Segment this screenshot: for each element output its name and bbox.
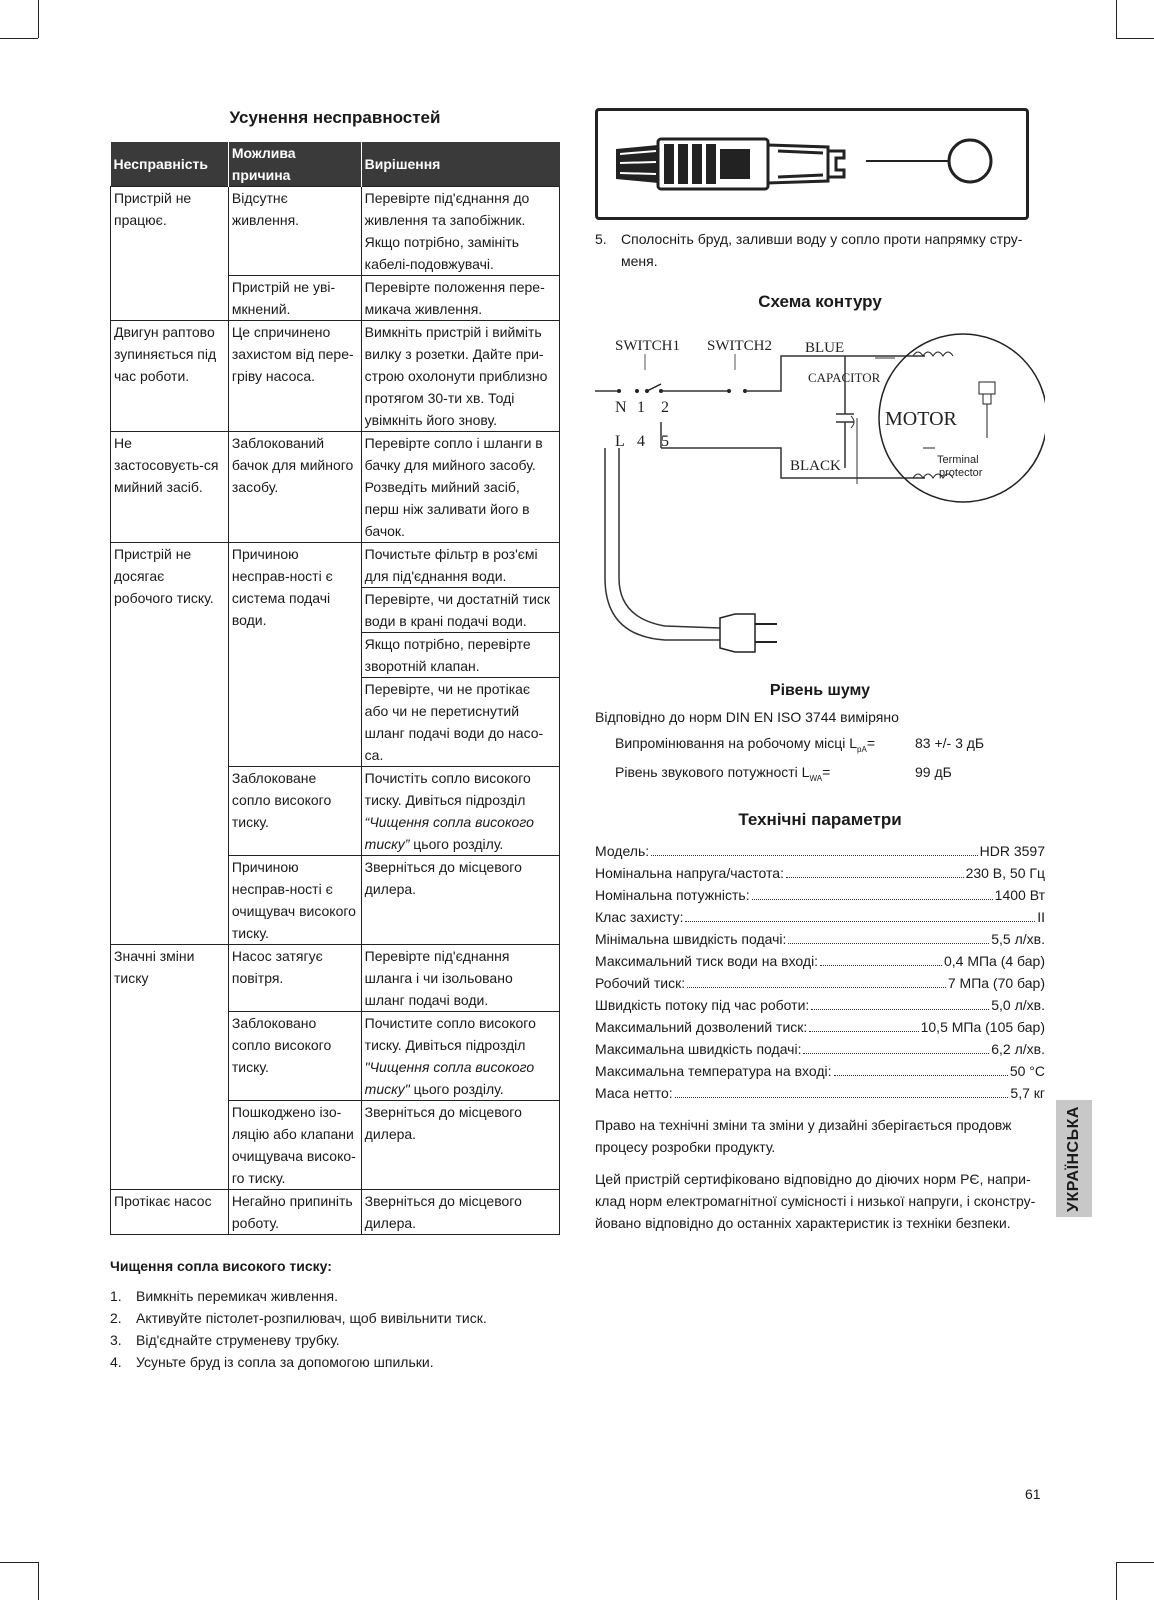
right-column	[595, 108, 1045, 1234]
spec-row: Максимальна температура на вході: 50 °C	[595, 1060, 1045, 1082]
solution-cell	[361, 1012, 559, 1101]
list-item: 4. Усуньте бруд із сопла за допомогою шпильки.	[110, 1354, 434, 1370]
crop-mark	[38, 1562, 39, 1600]
cleaning-steps	[110, 1285, 560, 1373]
spec-row: Максимальний дозволений тиск: 10,5 МПа (105 бар)	[595, 1016, 1045, 1038]
motor-label: MOTOR	[885, 408, 957, 430]
spec-row: Швидкість потоку під час роботи: 5,0 л/хв.	[595, 994, 1045, 1016]
language-label: УКРАЇНСЬКА	[1065, 1105, 1082, 1212]
table-header-row	[111, 142, 560, 187]
fault-cell: Пристрій не працює.	[111, 187, 229, 321]
crop-mark	[0, 38, 38, 39]
solution-text: цього розділу.	[409, 1081, 504, 1097]
cleaning-steps-continued	[595, 228, 1045, 272]
solution-cell: Перевірте, чи достатній тиск води в крані подачі води.	[361, 588, 559, 633]
table-row	[111, 945, 560, 1012]
spec-row: Максимальна швидкість подачі: 6,2 л/хв.	[595, 1038, 1045, 1060]
terminal-label: Terminal	[937, 454, 979, 466]
solution-cell: Перевірте сопло і шланги в бачку для мийного засобу. Розведіть мийний засіб, перш ніж заливати його в бачок.	[361, 432, 559, 543]
column-header: Вирішення	[361, 142, 559, 187]
solution-cell: Якщо потрібно, перевірте зворотній клапан.	[361, 633, 559, 678]
fault-cell: Пристрій не досягає робочого тиску.	[111, 543, 229, 945]
fault-cell: Значні зміни тиску	[111, 945, 229, 1190]
l-label: L	[615, 433, 625, 450]
list-item: 5. Сполосніть бруд, заливши воду у сопло проти напрямку стру-меня.	[595, 231, 1023, 269]
noise-line: Випромінювання на робочому місці $L_{pA}=$ 83 +/- 3 дБ	[615, 732, 1045, 761]
spec-row: Максимальний тиск води на вході: 0,4 МПа (4 бар)	[595, 950, 1045, 972]
solution-cell: Перевірте положення пере-микача живлення.	[361, 276, 559, 321]
solution-cell: Перевірте, чи не протікає або чи не перетиснутий шланг подачі води до насо-са.	[361, 678, 559, 767]
spec-row: Модель: HDR 3597	[595, 840, 1045, 862]
solution-text: Почистіть сопло високого тиску. Дивіться підрозділ	[364, 770, 531, 808]
solution-cell: Зверніться до місцевого дилера.	[361, 1101, 559, 1190]
nozzle-illustration	[595, 108, 1029, 220]
left-column	[110, 108, 560, 1373]
terminal-4-label: 4	[637, 433, 645, 450]
cross-reference: "Чищення сопла високого тиску"	[364, 1059, 535, 1097]
cause-cell: Заблоковано сопло високого тиску.	[228, 1012, 361, 1101]
column-header: Несправність	[111, 142, 229, 187]
cause-cell: Пошкоджено ізо-ляцію або клапани очищувача високо-го тиску.	[228, 1101, 361, 1190]
solution-cell: Вимкніть пристрій і вийміть вилку з розетки. Дайте при-строю охолонути приблизно протягом 30-ти хв. Тоді увімкніть його знову.	[361, 321, 559, 432]
switch2-label: SWITCH2	[707, 338, 772, 354]
cause-cell: Пристрій не уві-мкнений.	[228, 276, 361, 321]
fault-cell: Протікає насос	[111, 1190, 229, 1235]
troubleshooting-title: Усунення несправностей	[229, 108, 441, 127]
spec-row: Мінімальна швидкість подачі: 5,5 л/хв.	[595, 928, 1045, 950]
solution-text: цього розділу.	[409, 836, 504, 852]
column-header: Можлива причина	[228, 142, 361, 187]
language-tab	[1056, 1100, 1092, 1217]
crop-mark	[1116, 1562, 1117, 1600]
n-label: N	[615, 399, 627, 416]
solution-cell: Перевірте під'єднання шланга і чи ізольовано шланг подачі води.	[361, 945, 559, 1012]
solution-cell: Почистьте фільтр в роз'ємі для під'єднання води.	[361, 543, 559, 588]
terminal-1-label: 1	[637, 399, 645, 416]
cause-cell: Насос затягує повітря.	[228, 945, 361, 1012]
crop-mark	[1116, 38, 1154, 39]
circuit-title: Схема контуру	[758, 292, 882, 311]
noise-value: 99 дБ	[915, 763, 952, 780]
solution-cell: Зверніться до місцевого дилера.	[361, 1190, 559, 1235]
capacitor-label: CAPACITOR	[808, 370, 881, 385]
solution-cell: Перевірте під'єднання до живлення та запобіжник. Якщо потрібно, замініть кабелі-подовжувачі.	[361, 187, 559, 276]
cause-cell: Відсутнє живлення.	[228, 187, 361, 276]
crop-mark	[38, 0, 39, 38]
table-row	[111, 543, 560, 588]
spec-row: Клас захисту: II	[595, 906, 1045, 928]
fault-cell: Двигун раптово зупиняється під час роботи.	[111, 321, 229, 432]
noise-value: 83 +/- 3 дБ	[915, 735, 985, 751]
circuit-diagram	[595, 318, 1045, 663]
cause-cell: Це спричинено захистом від пере-гріву насоса.	[228, 321, 361, 432]
protector-label: protector	[939, 467, 983, 479]
cause-cell: Негайно припиніть роботу.	[228, 1190, 361, 1235]
crop-mark	[1116, 1562, 1154, 1563]
table-row	[111, 1190, 560, 1235]
cause-cell: Причиною несправ-ності є очищувач високого тиску.	[228, 856, 361, 945]
solution-text: Почистите сопло високого тиску. Дивіться підрозділ	[364, 1015, 536, 1053]
troubleshooting-table	[110, 142, 560, 1235]
nozzle-pin-drawing	[598, 111, 1026, 217]
spec-row: Робочий тиск: 7 МПа (70 бар)	[595, 972, 1045, 994]
list-item: 3. Від'єднайте струменеву трубку.	[110, 1332, 340, 1348]
cause-cell: Причиною несправ-ності є система подачі води.	[228, 543, 361, 767]
solution-cell	[361, 767, 559, 856]
switch1-label: SWITCH1	[615, 338, 680, 354]
cause-cell: Заблокований бачок для мийного засобу.	[228, 432, 361, 543]
certification-note: Цей пристрій сертифіковано відповідно до діючих норм РЄ, напри-клад норм електромагнітної сумісності і низької напруги, і сконстру-йовано відповідно до останніх характеристик із техніки безпеки.	[595, 1170, 1036, 1231]
spec-row: Номінальна напруга/частота: 230 В, 50 Гц	[595, 862, 1045, 884]
spec-row: Маса нетто: 5,7 кг	[595, 1082, 1045, 1104]
fault-cell: Не застосовуєть-ся мийний засіб.	[111, 432, 229, 543]
page-number: 61	[1025, 1486, 1041, 1502]
cleaning-title: Чищення сопла високого тиску:	[110, 1258, 332, 1274]
noise-values	[615, 732, 1045, 790]
table-row	[111, 432, 560, 543]
specs-list	[595, 840, 1045, 1104]
terminal-5-label: 5	[661, 433, 669, 450]
crop-mark	[0, 1562, 38, 1563]
solution-cell: Зверніться до місцевого дилера.	[361, 856, 559, 945]
blue-label: BLUE	[805, 340, 845, 356]
table-row	[111, 187, 560, 276]
noise-title: Рівень шуму	[769, 682, 871, 699]
table-row	[111, 321, 560, 432]
spec-row: Номінальна потужність: 1400 Вт	[595, 884, 1045, 906]
list-item: 2. Активуйте пістолет-розпилювач, щоб вивільнити тиск.	[110, 1310, 487, 1326]
noise-line: Рівень звукового потужності $L_{WA}=$ 99 дБ	[615, 761, 1045, 790]
cause-cell: Заблоковане сопло високого тиску.	[228, 767, 361, 856]
noise-intro: Відповідно до норм DIN EN ISO 3744 виміряно	[595, 709, 899, 725]
crop-mark	[1116, 0, 1117, 38]
terminal-2-label: 2	[661, 399, 669, 416]
cross-reference: “Чищення сопла високого тиску”	[364, 814, 534, 852]
specs-title: Технічні параметри	[738, 809, 902, 829]
design-change-note: Право на технічні зміни та зміни у дизайні зберігається продовж процесу розробки продукту.	[595, 1116, 1012, 1155]
black-label: BLACK	[790, 458, 841, 474]
list-item: 1. Вимкніть перемикач живлення.	[110, 1288, 339, 1304]
